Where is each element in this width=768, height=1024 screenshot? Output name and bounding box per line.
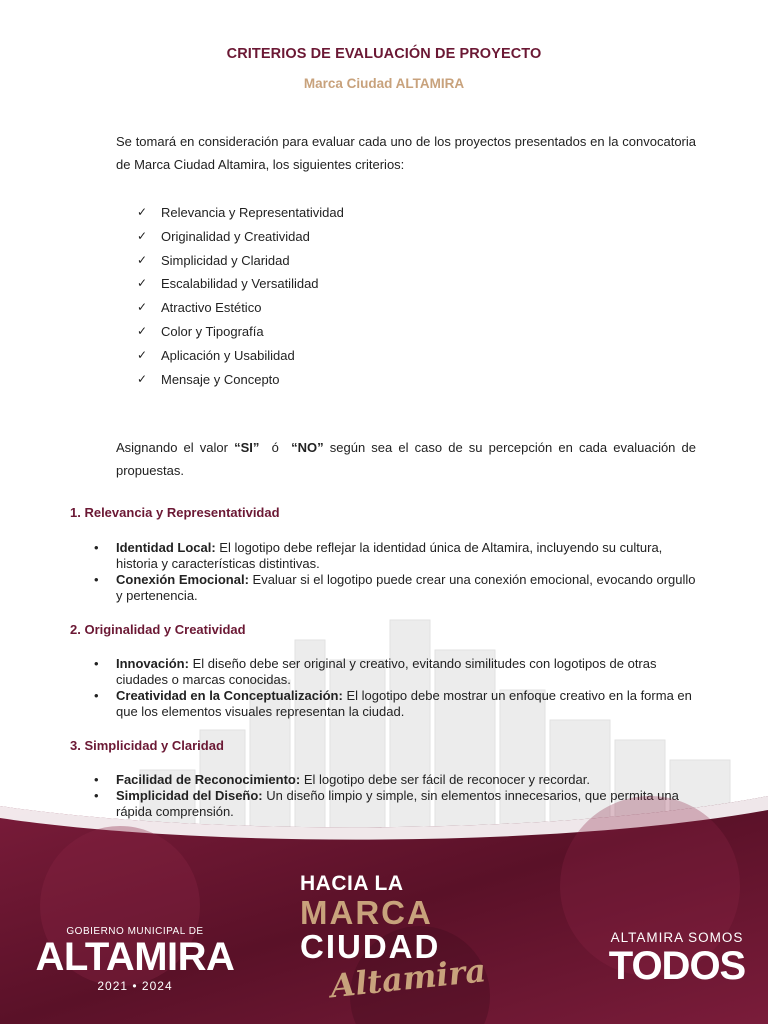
section-heading-simplicidad: 3. Simplicidad y Claridad <box>70 738 224 753</box>
item-term: Facilidad de Reconocimiento: <box>116 772 301 787</box>
item-term: Creatividad en la Conceptualización: <box>116 688 343 703</box>
slogan-line2: TODOS <box>608 944 746 988</box>
item-term: Simplicidad del Diseño: <box>116 788 263 803</box>
bullet-icon: • <box>94 572 99 587</box>
criteria-item <box>137 272 344 296</box>
value-no: “NO” <box>291 440 324 455</box>
value-si: “SI” <box>234 440 260 455</box>
government-name: ALTAMIRA <box>35 935 235 979</box>
criteria-label: Atractivo Estético <box>161 300 262 316</box>
criteria-item <box>137 201 344 225</box>
value-note-before: Asignando el valor <box>116 440 235 455</box>
criteria-item <box>137 249 344 273</box>
section-item <box>94 540 698 572</box>
item-text: El logotipo debe reflejar la identidad única de Altamira, incluyendo su cultura, historia y características distintivas. <box>116 540 663 571</box>
criteria-item <box>137 225 344 249</box>
slogan-logo <box>600 930 754 987</box>
section-item <box>94 656 698 688</box>
checkmark-icon: ✓ <box>137 371 148 386</box>
slogan-line1: ALTAMIRA SOMOS <box>610 930 744 945</box>
bullet-icon: • <box>94 788 99 803</box>
item-text: Un diseño limpio y simple, sin elementos innecesarios, que permita una rápida comprensión. <box>116 788 679 819</box>
value-note-after: según sea el caso de su percepción en cada evaluación de propuestas. <box>116 440 696 478</box>
checkmark-icon: ✓ <box>137 228 148 243</box>
criteria-label: Escalabilidad y Versatilidad <box>161 276 319 292</box>
section-item <box>94 572 698 604</box>
item-text: El logotipo debe ser fácil de reconocer y recordar. <box>300 772 590 787</box>
bullet-icon: • <box>94 656 99 671</box>
campaign-logo <box>300 872 510 1006</box>
item-term: Conexión Emocional: <box>116 572 249 587</box>
criteria-item <box>137 344 344 368</box>
checkmark-icon: ✓ <box>137 300 148 315</box>
bullet-icon: • <box>94 772 99 787</box>
item-text: El logotipo debe mostrar un enfoque creativo en la forma en que los elementos visuales representan la ciudad. <box>116 688 692 719</box>
criteria-label: Color y Tipografía <box>161 323 264 339</box>
item-text: Evaluar si el logotipo puede crear una conexión emocional, evocando orgullo y pertenencia. <box>116 572 696 603</box>
campaign-line2: MARCA <box>300 894 433 931</box>
government-logo <box>24 926 246 993</box>
checkmark-icon: ✓ <box>137 323 148 338</box>
campaign-script: Altamira <box>328 951 488 1006</box>
checkmark-icon: ✓ <box>137 347 148 362</box>
government-line: GOBIERNO MUNICIPAL DE <box>66 926 204 937</box>
section-heading-relevancia: 1. Relevancia y Representatividad <box>70 505 280 520</box>
item-term: Innovación: <box>116 656 189 671</box>
criteria-label: Aplicación y Usabilidad <box>161 347 295 363</box>
checkmark-icon: ✓ <box>137 252 148 267</box>
page-title: CRITERIOS DE EVALUACIÓN DE PROYECTO <box>226 46 542 62</box>
item-term: Identidad Local: <box>116 540 216 555</box>
item-text: El diseño debe ser original y creativo, evitando similitudes con logotipos de otras ciudades o marcas conocidas. <box>116 656 657 687</box>
government-years: 2021 • 2024 <box>97 979 173 993</box>
page-subtitle: Marca Ciudad ALTAMIRA <box>303 76 465 91</box>
section-list-originalidad <box>94 656 698 720</box>
bullet-icon: • <box>94 540 99 555</box>
criteria-list <box>137 201 344 391</box>
campaign-line1: HACIA LA <box>300 872 404 895</box>
criteria-item <box>137 368 344 392</box>
criteria-item <box>137 320 344 344</box>
section-heading-originalidad: 2. Originalidad y Creatividad <box>70 622 246 637</box>
bullet-icon: • <box>94 688 99 703</box>
criteria-label: Mensaje y Concepto <box>161 371 280 387</box>
checkmark-icon: ✓ <box>137 276 148 291</box>
criteria-item <box>137 296 344 320</box>
criteria-label: Simplicidad y Claridad <box>161 252 290 268</box>
campaign-line3: CIUDAD <box>300 928 441 965</box>
criteria-label: Originalidad y Creatividad <box>161 228 310 244</box>
checkmark-icon: ✓ <box>137 205 148 219</box>
criteria-label: Relevancia y Representatividad <box>161 205 344 220</box>
section-item <box>94 772 698 788</box>
value-note-middle: ó <box>259 440 292 455</box>
value-note-paragraph <box>116 436 696 482</box>
intro-paragraph: Se tomará en consideración para evaluar cada uno de los proyectos presentados en la convocatoria de Marca Ciudad Altamira, los siguientes criterios: <box>116 134 696 172</box>
section-item <box>94 688 698 720</box>
section-list-relevancia <box>94 540 698 604</box>
